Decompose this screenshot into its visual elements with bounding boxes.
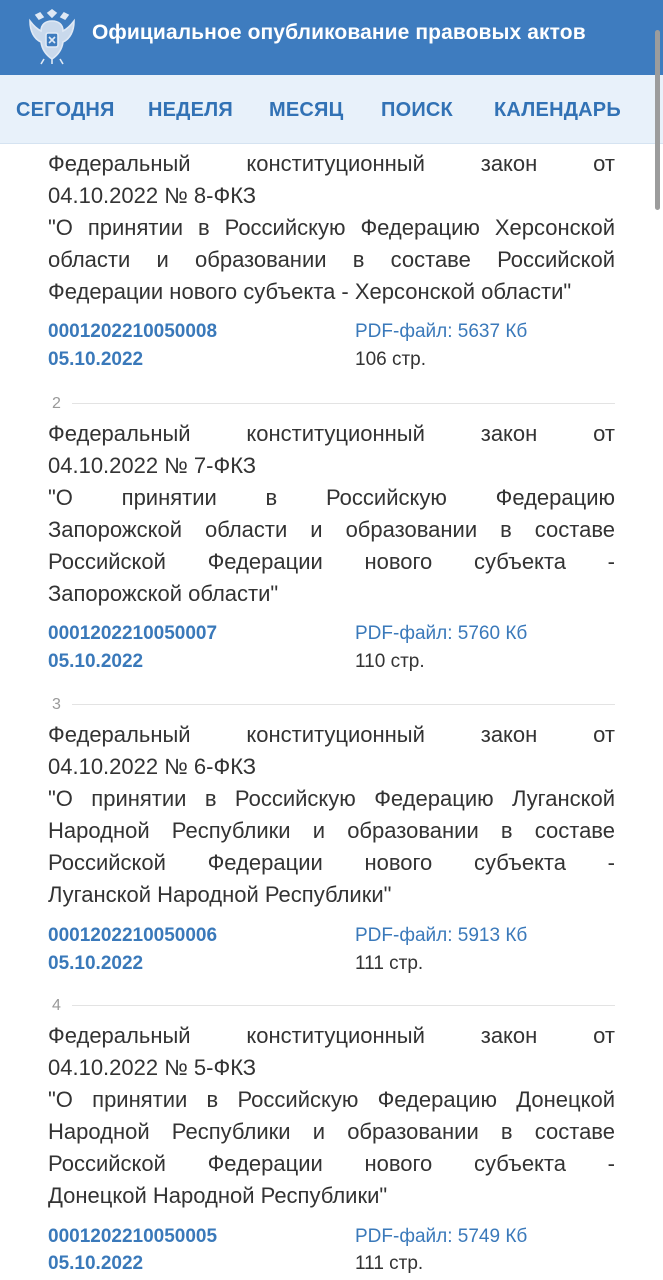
title-line: области и образовании в составе Российской [48, 247, 615, 272]
nav-week[interactable]: НЕДЕЛЯ [148, 99, 233, 121]
title-line: 04.10.2022 № 7-ФКЗ [48, 453, 257, 478]
document-date: 05.10.2022 [48, 651, 144, 672]
page-count: 111 стр. [355, 953, 424, 974]
title-line: 04.10.2022 № 8-ФКЗ [48, 183, 257, 208]
document-id-link[interactable]: 0001202210050006 [48, 925, 218, 946]
pdf-link[interactable]: PDF-файл: 5760 Кб [355, 623, 528, 644]
document-id-link[interactable]: 0001202210050007 [48, 623, 218, 644]
document-title[interactable] [48, 148, 615, 308]
page-count: 110 стр. [355, 651, 425, 672]
page-count: 111 стр. [355, 1253, 424, 1274]
divider [72, 704, 615, 705]
document-number: 3 [52, 696, 61, 713]
divider [72, 403, 615, 404]
pdf-link[interactable]: PDF-файл: 5749 Кб [355, 1226, 528, 1247]
title-line: 04.10.2022 № 6-ФКЗ [48, 754, 257, 779]
title-line: Российской Федерации нового субъекта - [48, 1151, 615, 1176]
document-title[interactable] [48, 418, 615, 610]
document-number: 2 [52, 395, 61, 412]
title-line: Федерации нового субъекта - Херсонской области" [48, 279, 572, 304]
nav-calendar[interactable]: КАЛЕНДАРЬ [494, 99, 621, 121]
pdf-link[interactable]: PDF-файл: 5913 Кб [355, 925, 528, 946]
document-number: 4 [52, 997, 61, 1014]
page-count: 106 стр. [355, 349, 427, 370]
title-line: Федеральный конституционный закон от [48, 1023, 615, 1048]
title-line: Федеральный конституционный закон от [48, 421, 615, 446]
title-line: "О принятии в Российскую Федерацию Луганской [48, 786, 615, 811]
document-date: 05.10.2022 [48, 1253, 144, 1274]
title-line: "О принятии в Российскую Федерацию [48, 485, 615, 510]
title-line: Народной Республики и образовании в составе [48, 818, 615, 843]
title-line: Народной Республики и образовании в составе [48, 1119, 615, 1144]
title-line: Запорожской области и образовании в составе [48, 517, 615, 542]
title-line: 04.10.2022 № 5-ФКЗ [48, 1055, 257, 1080]
header-title: Официальное опубликование правовых актов [92, 21, 586, 44]
document-id-link[interactable]: 0001202210050005 [48, 1226, 218, 1247]
nav-today[interactable]: СЕГОДНЯ [16, 99, 115, 121]
app-header [0, 0, 663, 75]
document-id-link[interactable]: 0001202210050008 [48, 321, 218, 342]
title-line: Донецкой Народной Республики" [48, 1183, 388, 1208]
document-title[interactable] [48, 719, 615, 911]
title-line: Федеральный конституционный закон от [48, 151, 615, 176]
title-line: "О принятии в Российскую Федерацию Херсонской [48, 215, 615, 240]
title-line: Российской Федерации нового субъекта - [48, 850, 615, 875]
document-date: 05.10.2022 [48, 953, 144, 974]
title-line: Запорожской области" [48, 581, 279, 606]
nav-bar [0, 75, 663, 144]
title-line: Российской Федерации нового субъекта - [48, 549, 615, 574]
nav-search[interactable]: ПОИСК [381, 99, 453, 121]
title-line: "О принятии в Российскую Федерацию Донецкой [48, 1087, 615, 1112]
title-line: Луганской Народной Республики" [48, 882, 392, 907]
nav-month[interactable]: МЕСЯЦ [269, 99, 344, 121]
document-date: 05.10.2022 [48, 349, 144, 370]
divider [72, 1005, 615, 1006]
title-line: Федеральный конституционный закон от [48, 722, 615, 747]
pdf-link[interactable]: PDF-файл: 5637 Кб [355, 321, 528, 342]
coat-of-arms-icon [27, 9, 77, 65]
scrollbar[interactable] [655, 30, 660, 210]
document-title[interactable] [48, 1020, 615, 1212]
